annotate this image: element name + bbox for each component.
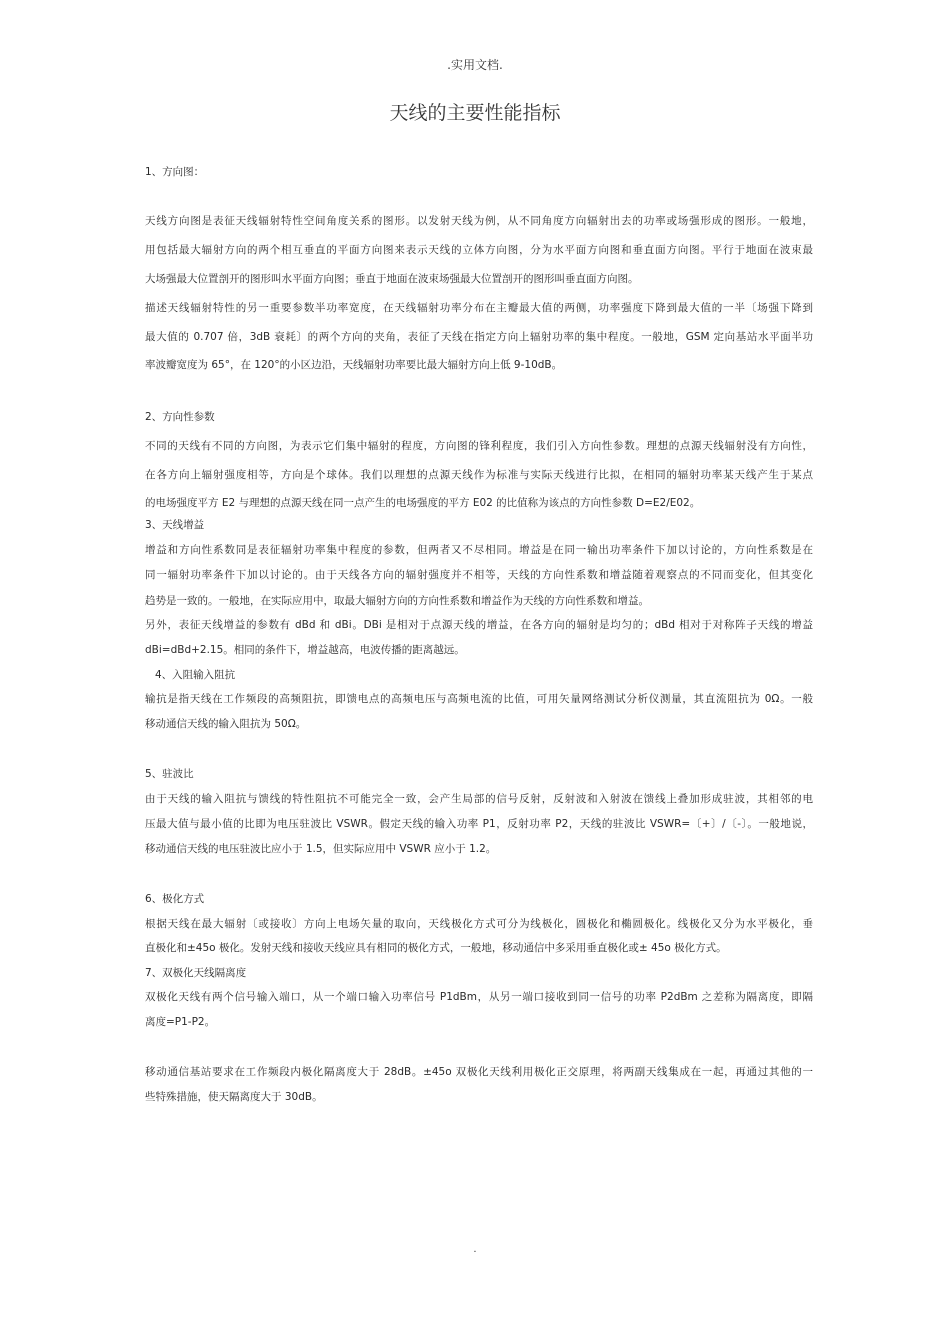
- paragraph-line: 双极化天线有两个信号输入端口，从一个端口输入功率信号 P1dBm，从另一端口接收到同一信号的功率 P2dBm 之差称为隔离度，即隔: [145, 991, 813, 1003]
- document-title: 天线的主要性能指标: [389, 102, 561, 124]
- paragraph-line: 同一辐射功率条件下加以讨论的。由于天线各方向的辐射强度并不相等，天线的方向性系数和增益随着观察点的不同而变化，但其变化: [145, 569, 813, 581]
- paragraph-line: 根据天线在最大辐射〔或接收〕方向上电场矢量的取向，天线极化方式可分为线极化，圆极化和椭圆极化。线极化又分为水平极化，垂: [145, 918, 813, 930]
- paragraph-line: 输抗是指天线在工作频段的高频阻抗，即馈电点的高频电压与高频电流的比值，可用矢量网络测试分析仪测量，其直流阻抗为 0Ω。一般: [145, 693, 813, 705]
- paragraph-line: 另外，表征天线增益的参数有 dBd 和 dBi。DBi 是相对于点源天线的增益，在各方向的辐射是均匀的；dBd 相对于对称阵子天线的增益: [145, 619, 813, 631]
- paragraph-line: 天线方向图是表征天线辐射特性空间角度关系的图形。以发射天线为例，从不同角度方向辐射出去的功率或场强形成的图形。一般地，: [145, 215, 813, 227]
- section-heading: 7、双极化天线隔离度: [145, 967, 247, 979]
- section-heading: 1、方向图：: [145, 166, 205, 178]
- paragraph-line: 压最大值与最小值的比即为电压驻波比 VSWR。假定天线的输入功率 P1，反射功率 P2，天线的驻波比 VSWR=〔+〕/〔-〕。一般地说，: [145, 818, 813, 830]
- paragraph-line: 最大值的 0.707 倍，3dB 衰耗〕的两个方向的夹角，表征了天线在指定方向上辐射功率的集中程度。一般地，GSM 定向基站水平面半功: [145, 331, 813, 343]
- section-heading: 2、方向性参数: [145, 411, 215, 423]
- paragraph-line: 趋势是一致的。一般地，在实际应用中，取最大辐射方向的方向性系数和增益作为天线的方向性系数和增益。: [145, 595, 649, 607]
- paragraph-line: 移动通信天线的输入阻抗为 50Ω。: [145, 718, 307, 730]
- paragraph-line: 的电场强度平方 E2 与理想的点源天线在同一点产生的电场强度的平方 E02 的比值称为该点的方向性参数 D=E2/E02。: [145, 497, 701, 509]
- paragraph-line: 不同的天线有不同的方向图，为表示它们集中辐射的程度，方向图的锋利程度，我们引入方向性参数。理想的点源天线辐射没有方向性，: [145, 440, 813, 452]
- paragraph-line: dBi=dBd+2.15。相同的条件下，增益越高，电波传播的距离越远。: [145, 644, 465, 656]
- section-heading: 6、极化方式: [145, 893, 205, 905]
- section-heading: 4、入阻输入阻抗: [155, 669, 236, 681]
- paragraph-line: 增益和方向性系数同是表征辐射功率集中程度的参数，但两者又不尽相同。增益是在同一输出功率条件下加以讨论的，方向性系数是在: [145, 544, 813, 556]
- section-heading: 5、驻波比: [145, 768, 194, 780]
- paragraph-line: 用包括最大辐射方向的两个相互垂直的平面方向图来表示天线的立体方向图，分为水平面方向图和垂直面方向图。平行于地面在波束最: [145, 244, 813, 256]
- page-footer: .: [473, 1244, 477, 1255]
- paragraph-line: 移动通信天线的电压驻波比应小于 1.5，但实际应用中 VSWR 应小于 1.2。: [145, 843, 497, 855]
- paragraph-line: 直极化和±45o 极化。发射天线和接收天线应具有相同的极化方式，一般地，移动通信中多采用垂直极化或± 45o 极化方式。: [145, 942, 727, 954]
- paragraph-line: 在各方向上辐射强度相等，方向是个球体。我们以理想的点源天线作为标准与实际天线进行比拟，在相同的辐射功率某天线产生于某点: [145, 469, 813, 481]
- paragraph-line: 移动通信基站要求在工作频段内极化隔离度大于 28dB。±45o 双极化天线利用极化正交原理，将两副天线集成在一起，再通过其他的一: [145, 1066, 813, 1078]
- page-header: .实用文档.: [447, 58, 503, 72]
- section-heading: 3、天线增益: [145, 519, 205, 531]
- paragraph-line: 大场强最大位置剖开的图形叫水平面方向图；垂直于地面在波束场强最大位置剖开的图形叫垂直面方向图。: [145, 273, 639, 285]
- paragraph-line: 描述天线辐射特性的另一重要参数半功率宽度，在天线辐射功率分布在主瓣最大值的两侧，功率强度下降到最大值的一半〔场强下降到: [145, 302, 813, 314]
- paragraph-line: 由于天线的输入阻抗与馈线的特性阻抗不可能完全一致，会产生局部的信号反射，反射波和入射波在馈线上叠加形成驻波，其相邻的电: [145, 793, 813, 805]
- paragraph-line: 些特殊措施，使天隔离度大于 30dB。: [145, 1091, 323, 1103]
- paragraph-line: 率波瓣宽度为 65°，在 120°的小区边沿，天线辐射功率要比最大辐射方向上低 9-10dB。: [145, 359, 563, 371]
- paragraph-line: 离度=P1-P2。: [145, 1016, 216, 1028]
